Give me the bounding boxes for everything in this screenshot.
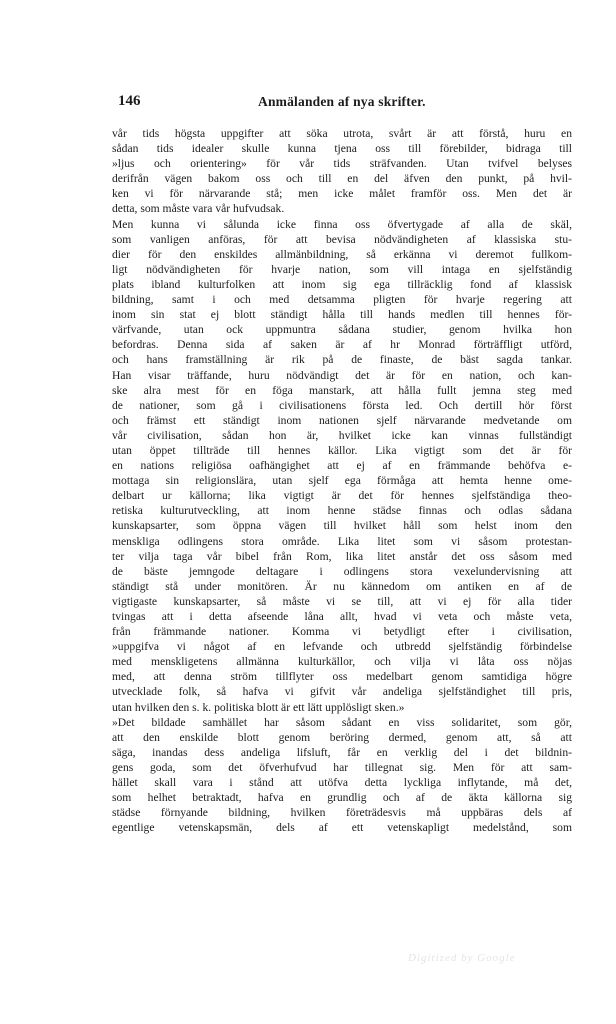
text-line: vår tids högsta uppgifter att söka utrota, svårt är att förstå, huru en — [112, 127, 572, 140]
text-line: detta, som måste vara vår hufvudsak. — [112, 202, 285, 216]
text-line: de nationer, som gå i civilisationens första led. Och dertill hör först — [112, 398, 572, 412]
text-line: med, att denna ström tillflyter oss medelbart genom samtidiga högre — [112, 670, 572, 684]
text-line: menskliga odlingens stora område. Lika litet som vi såsom protestan- — [112, 534, 572, 548]
text-line: Han visar träffande, huru nödvändigt det är för en nation, och kan- — [112, 368, 572, 382]
text-line: städse förnyande bildning, hvilken företrädesvis må uppbäras dels af — [112, 806, 572, 820]
text-line: »Det bildade samhället har såsom sådant en viss solidaritet, som gör, — [112, 715, 572, 729]
text-line: med menskligetens allmänna kulturkällor, och vilja vi låta oss nöjas — [112, 655, 572, 669]
text-line: hället skall vara i stånd att utöfva detta lyckliga inflytande, må det, — [112, 776, 572, 790]
text-line: ständigt stå under monitören. Är nu kännedom om antiken en af de — [112, 579, 572, 593]
text-line: inom sin stat ej blott ständigt hålla till hands medlen till hennes för- — [112, 308, 572, 322]
text-line: mottaga sin religionslära, utan sjelf ega förmåga att hemta henne ome- — [112, 474, 572, 488]
text-line: plats ibland kulturfolken att inom sig ega tillräcklig fond af klassisk — [112, 277, 572, 291]
text-line: värfvande, utan ock uppmuntra sådana studier, genom hvilka hon — [112, 323, 572, 337]
text-line: bildning, samt i och med detsamma pligten för hvarje regering att — [112, 293, 572, 307]
text-line: utan öppet tillträde till hennes källor. Lika vigtigt som det är för — [112, 443, 572, 457]
text-line: som helhet betraktadt, hafva en grundlig och af de äkta källorna sig — [112, 791, 572, 805]
text-line: som vanligen anföras, för att bevisa nödvändigheten af klassiska stu- — [112, 232, 572, 246]
text-line: ken vi för närvarande stå; men icke målet framför oss. Men det är — [112, 187, 572, 201]
text-line: kunskapsarter, som öppna vägen till hvilket håll som helst inom den — [112, 519, 572, 533]
text-line: säga, inandas dess andeliga lifsluft, får en verklig del i det bildnin- — [112, 745, 572, 759]
text-line: utvecklade folk, så hafva vi gifvit vår andeliga sjelfständighet till pris, — [112, 685, 572, 699]
text-line: de bäste jemngode deltagare i odlingens stora vexelundervisning att — [112, 564, 572, 578]
text-line: delbart ur källorna; lika vigtigt är det för hennes sjelfständiga theo- — [112, 489, 572, 503]
text-line: ligt nödvändigheten för hvarje nation, som vill intaga en sjelfständig — [112, 262, 572, 276]
page-header — [118, 93, 508, 115]
text-line: en nations religiösa oafhängighet att ej af en främmande behöfva e- — [112, 459, 572, 473]
body-text — [112, 126, 572, 835]
text-line: »ljus och orientering» för vår tids sträfvanden. Utan tvifvel belyses — [112, 157, 572, 171]
text-line: gens goda, som det öfverhufvud har tillegnat sig. Men för att sam- — [112, 760, 572, 774]
text-line: derifrån vägen bakom oss och till en del äfven den punkt, på hvil- — [112, 172, 572, 186]
text-line: egentlige vetenskapsmän, dels af ett vetenskapligt medelstånd, som — [112, 821, 572, 835]
text-line: ter vilja taga vår bibel från Rom, lika litet anstår det oss såsom med — [112, 549, 572, 563]
text-line: från främmande nationer. Komma vi betydligt efter i civilisation, — [112, 625, 572, 639]
text-line: sådan tids idealer skulle kunna tjena oss till förebilder, bidraga till — [112, 142, 572, 156]
text-line: tvingas att i detta afseende låna allt, hvad vi veta och måste veta, — [112, 610, 572, 623]
text-line: och främst ett ständigt inom nationen sjelf närvarande medvetande om — [112, 413, 572, 427]
text-line: att den enskilde blott genom beröring dermed, genom att, så att — [112, 730, 572, 744]
text-line: vår civilisation, sådan hon är, hvilket icke kan vinnas fullständigt — [112, 428, 572, 442]
watermark: Digitized by Google — [408, 952, 516, 964]
text-line: »uppgifva vi något af en lefvande och utbredd sjelfständig förbindelse — [112, 640, 572, 654]
page-number: 146 — [118, 93, 141, 109]
text-line: och hans framställning är rik på de finaste, de bäst sagda tankar. — [112, 353, 572, 367]
text-line: retiska kulturutveckling, att inom henne städse finnas och odlas sådana — [112, 504, 572, 518]
text-line: utan hvilken den s. k. politiska blott är ett lätt upplösligt sken.» — [112, 700, 405, 714]
text-line: befordras. Denna sida af saken är af hr Monrad förträffligt utförd, — [112, 338, 572, 352]
text-line: Men kunna vi sålunda icke finna oss öfvertygade af alla de skäl, — [112, 217, 572, 231]
text-line: vigtigaste kunskapsarter, så måste vi se till, att vi ej för alla tider — [112, 594, 572, 608]
text-line: dier för den enskildes allmänbildning, så erkänna vi deremot fullkom- — [112, 247, 572, 261]
running-title: Anmälanden af nya skrifter. — [258, 94, 426, 109]
text-line: ske alra mest för en föga manstark, att hålla fullt jemna steg med — [112, 383, 572, 397]
